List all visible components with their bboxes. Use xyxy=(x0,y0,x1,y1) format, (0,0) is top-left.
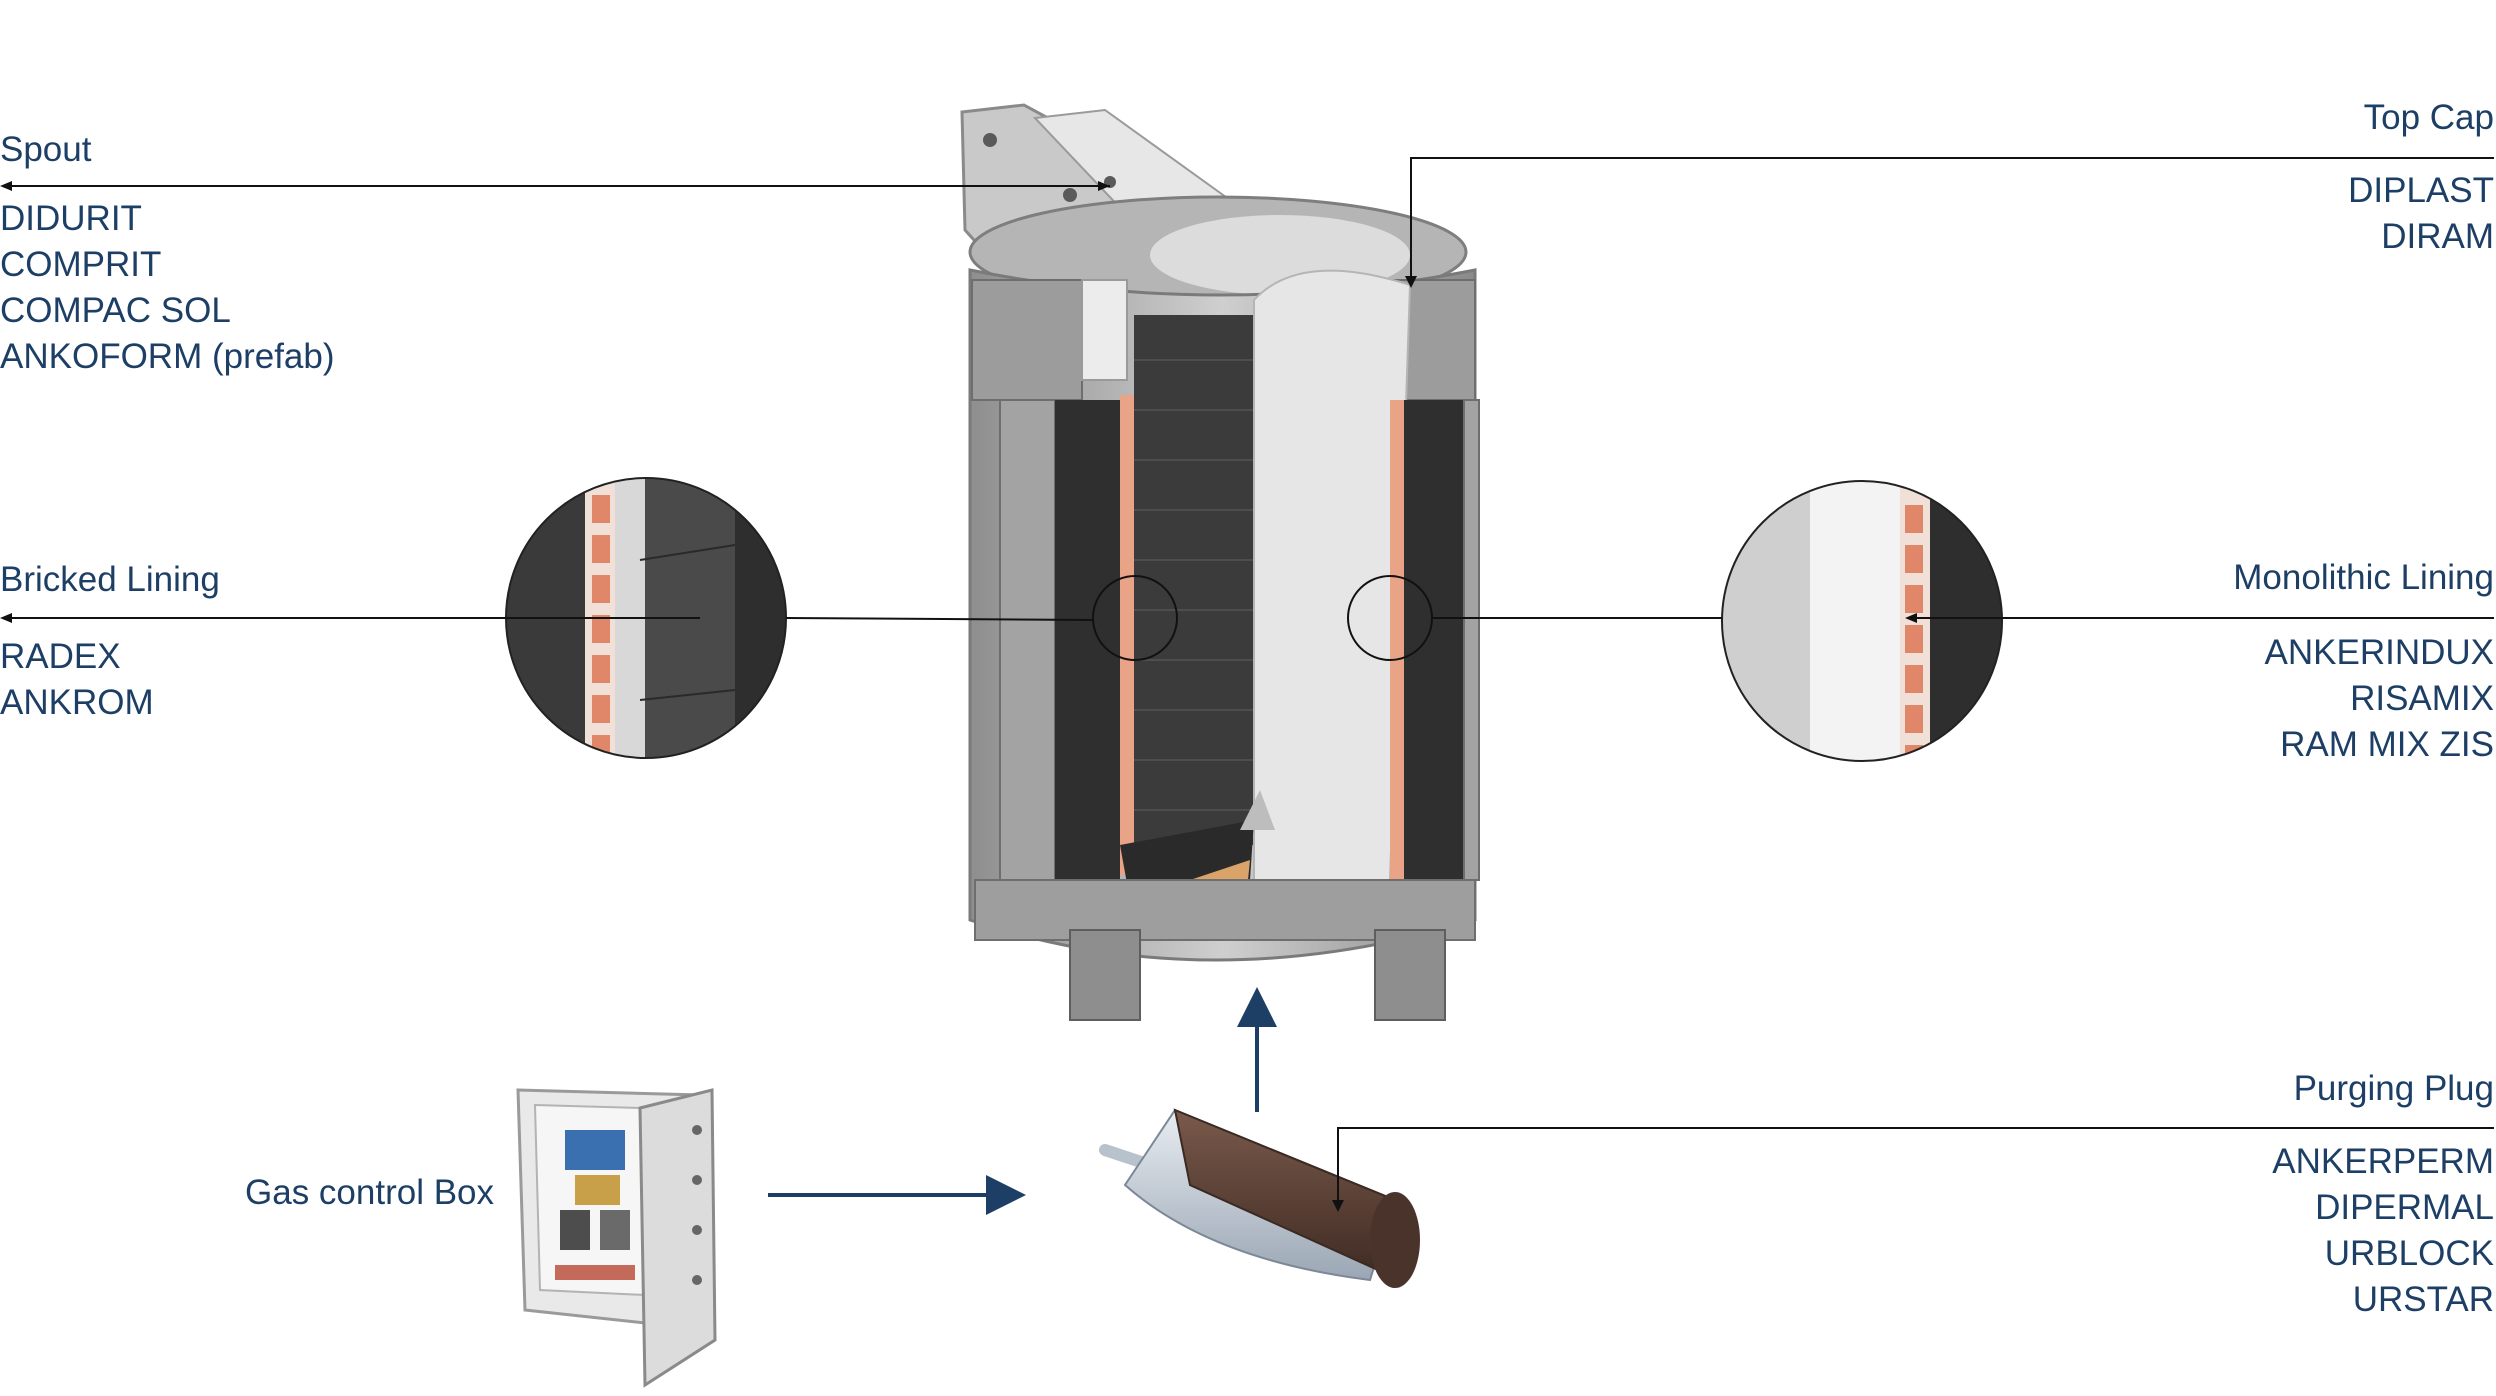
top-cap-leader-line xyxy=(1411,158,2494,280)
purging-plug-illustration xyxy=(1105,1110,1420,1288)
monolithic-lining-product: RAM MIX ZIS xyxy=(2280,725,2494,764)
spout-product: COMPAC SOL xyxy=(0,291,231,330)
spout-products xyxy=(0,196,335,380)
monolithic-lining-products xyxy=(2265,630,2494,768)
gas-control-box-illustration xyxy=(518,1090,715,1385)
spout-product: ANKOFORM (prefab) xyxy=(0,337,335,376)
bricked-lining-zoom xyxy=(500,470,805,770)
top-cap-title: Top Cap xyxy=(2363,98,2494,137)
bricked-lining-products xyxy=(0,634,154,726)
top-cap-products xyxy=(2348,168,2494,260)
top-cap-product: DIPLAST xyxy=(2348,171,2494,210)
bricked-lining-product: ANKROM xyxy=(0,683,154,722)
spout-product: DIDURIT xyxy=(0,199,142,238)
bricked-lining-product: RADEX xyxy=(0,637,121,676)
spout-product: COMPRIT xyxy=(0,245,162,284)
monolithic-lining-title: Monolithic Lining xyxy=(2233,558,2494,597)
bricked-lining-title: Bricked Lining xyxy=(0,560,220,599)
purging-plug-products xyxy=(2272,1139,2494,1323)
purging-plug-product: DIPERMAL xyxy=(2315,1188,2494,1227)
purging-plug-product: URSTAR xyxy=(2352,1280,2494,1319)
purging-plug-title: Purging Plug xyxy=(2293,1069,2494,1108)
monolithic-lining-product: ANKERINDUX xyxy=(2264,633,2494,672)
top-cap-product: DIRAM xyxy=(2381,217,2494,256)
monolithic-lining-zoom xyxy=(1720,480,2030,780)
gas-control-box-title: Gas control Box xyxy=(245,1173,494,1212)
spout-title: Spout xyxy=(0,130,92,169)
furnace-illustration xyxy=(962,105,1479,1020)
purging-plug-product: ANKERPERM xyxy=(2272,1142,2494,1181)
purging-plug-product: URBLOCK xyxy=(2324,1234,2494,1273)
monolithic-lining-product: RISAMIX xyxy=(2350,679,2494,718)
